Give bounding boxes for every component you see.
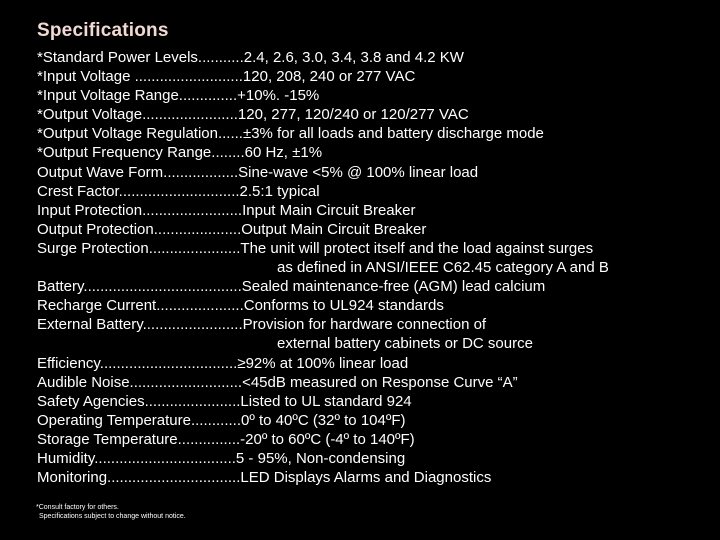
spec-line-output-voltage: *Output Voltage.......................120, 277, 120/240 or 120/277 VAC [37,106,469,124]
spec-line-battery: Battery......................................Sealed maintenance-free (AGM) lead calcium [37,278,546,296]
footnote-consult-factory: *Consult factory for others. [36,504,119,511]
spec-line-humidity: Humidity..................................5 - 95%, Non-condensing [37,449,406,467]
spec-line-external-battery-continued: external battery cabinets or DC source [277,335,533,353]
spec-line-external-battery: External Battery........................Provision for hardware connection of [37,316,487,334]
spec-line-storage-temperature: Storage Temperature...............-20º to 60ºC (-4º to 140ºF) [37,430,415,448]
spec-list [37,48,707,487]
spec-line-output-protection: Output Protection.....................Output Main Circuit Breaker [37,220,427,238]
spec-line-surge-protection-continued: as defined in ANSI/IEEE C62.45 category A and B [277,259,609,277]
spec-line-input-voltage: *Input Voltage ..........................120, 208, 240 or 277 VAC [37,68,416,86]
spec-line-crest-factor: Crest Factor.............................2.5:1 typical [37,182,320,200]
spec-line-surge-protection: Surge Protection......................The unit will protect itself and the load against surges [37,239,594,257]
spec-line-input-protection: Input Protection........................Input Main Circuit Breaker [37,201,416,219]
footnotes [36,503,186,521]
spec-line-standard-power-levels: *Standard Power Levels...........2.4, 2.6, 3.0, 3.4, 3.8 and 4.2 KW [37,49,464,66]
spec-line-output-wave-form: Output Wave Form..................Sine-wave <5% @ 100% linear load [37,163,479,181]
footnote-subject-to-change: Specifications subject to change without notice. [39,513,186,520]
spec-line-audible-noise: Audible Noise...........................<45dB measured on Response Curve “A” [37,373,518,391]
page-title: Specifications [37,20,169,41]
spec-line-operating-temperature: Operating Temperature............0º to 40ºC (32º to 104ºF) [37,411,406,429]
spec-line-output-voltage-regulation: *Output Voltage Regulation......±3% for all loads and battery discharge mode [37,125,544,143]
spec-line-output-frequency-range: *Output Frequency Range........60 Hz, ±1% [37,144,323,162]
spec-line-input-voltage-range: *Input Voltage Range..............+10%. -15% [37,87,320,105]
spec-line-recharge-current: Recharge Current.....................Conforms to UL924 standards [37,297,444,315]
spec-line-safety-agencies: Safety Agencies.......................Listed to UL standard 924 [37,392,412,410]
spec-line-efficiency: Efficiency.................................≥92% at 100% linear load [37,354,409,372]
spec-line-monitoring: Monitoring................................LED Displays Alarms and Diagnostics [37,469,492,487]
